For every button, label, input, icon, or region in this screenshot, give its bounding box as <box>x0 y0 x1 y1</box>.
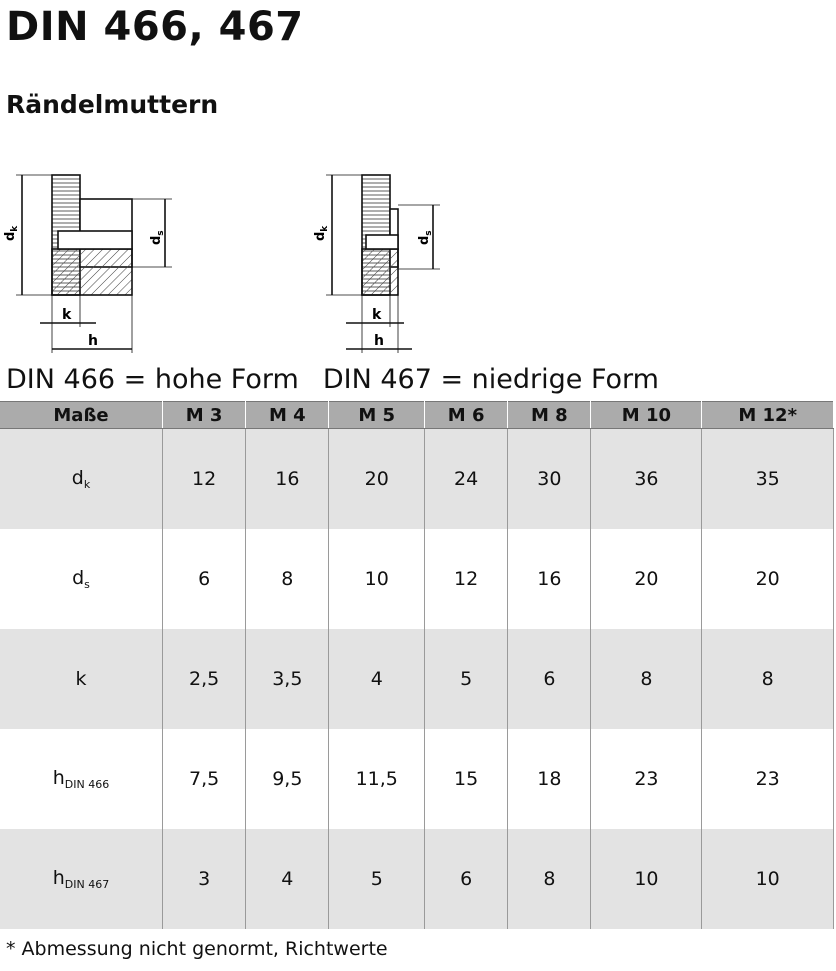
technical-drawing <box>0 165 836 360</box>
header-cell: M 6 <box>425 402 508 429</box>
row-label-symbol: d <box>72 567 85 589</box>
row-label <box>0 829 163 929</box>
din466-k-label: k <box>62 307 72 323</box>
value-cell: 10 <box>591 829 702 929</box>
value-cell: 8 <box>591 629 702 729</box>
din466-drawing <box>16 175 172 353</box>
header-cell: M 5 <box>329 402 425 429</box>
value-cell: 2,5 <box>163 629 246 729</box>
value-cell: 8 <box>508 829 591 929</box>
din467-drawing <box>326 175 440 353</box>
header-cell: M 10 <box>591 402 702 429</box>
page-title: DIN 466, 467 <box>6 4 304 50</box>
table-row <box>0 729 834 829</box>
value-cell: 15 <box>425 729 508 829</box>
value-cell: 20 <box>702 529 834 629</box>
value-cell: 30 <box>508 429 591 530</box>
din467-dk-label: $d_k$ <box>313 225 330 241</box>
row-label-subscript: DIN 466 <box>64 778 110 791</box>
form-caption <box>6 364 659 395</box>
value-cell: 18 <box>508 729 591 829</box>
value-cell: 6 <box>508 629 591 729</box>
value-cell: 6 <box>163 529 246 629</box>
value-cell: 35 <box>702 429 834 530</box>
value-cell: 6 <box>425 829 508 929</box>
value-cell: 9,5 <box>246 729 329 829</box>
table-body <box>0 429 834 930</box>
value-cell: 12 <box>425 529 508 629</box>
row-label <box>0 629 163 729</box>
din466-dk-label: $d_k$ <box>3 225 20 241</box>
caption-din466: DIN 466 = hohe Form <box>6 364 299 395</box>
value-cell: 5 <box>329 829 425 929</box>
value-cell: 20 <box>329 429 425 530</box>
row-label-symbol: h <box>52 767 65 789</box>
din467-ds-label: $d_s$ <box>417 230 434 245</box>
row-label-symbol: k <box>75 668 87 690</box>
caption-din467: DIN 467 = niedrige Form <box>322 364 659 395</box>
header-cell: Maße <box>0 402 163 429</box>
value-cell: 8 <box>702 629 834 729</box>
value-cell: 20 <box>591 529 702 629</box>
value-cell: 4 <box>329 629 425 729</box>
value-cell: 3,5 <box>246 629 329 729</box>
value-cell: 4 <box>246 829 329 929</box>
row-label <box>0 529 163 629</box>
row-label-subscript: k <box>83 478 91 491</box>
row-label-symbol: h <box>52 867 65 889</box>
row-label-subscript: DIN 467 <box>64 878 110 891</box>
value-cell: 8 <box>246 529 329 629</box>
footnote: * Abmessung nicht genormt, Richtwerte <box>6 938 388 960</box>
value-cell: 23 <box>591 729 702 829</box>
value-cell: 3 <box>163 829 246 929</box>
header-cell: M 3 <box>163 402 246 429</box>
din467-h-label: h <box>374 333 384 349</box>
page-subtitle: Rändelmuttern <box>6 90 219 119</box>
header-cell: M 8 <box>508 402 591 429</box>
value-cell: 36 <box>591 429 702 530</box>
value-cell: 10 <box>329 529 425 629</box>
din467-k-label: k <box>372 307 382 323</box>
din466-h-label: h <box>88 333 98 349</box>
header-cell: M 4 <box>246 402 329 429</box>
value-cell: 12 <box>163 429 246 530</box>
table-row <box>0 529 834 629</box>
value-cell: 24 <box>425 429 508 530</box>
row-label-subscript: s <box>84 578 90 591</box>
value-cell: 16 <box>246 429 329 530</box>
value-cell: 16 <box>508 529 591 629</box>
dimensions-table <box>0 401 834 929</box>
value-cell: 5 <box>425 629 508 729</box>
value-cell: 11,5 <box>329 729 425 829</box>
row-label <box>0 429 163 530</box>
table-row <box>0 829 834 929</box>
value-cell: 7,5 <box>163 729 246 829</box>
header-cell: M 12* <box>702 402 834 429</box>
table-row <box>0 429 834 530</box>
row-label <box>0 729 163 829</box>
table-header-row <box>0 402 834 429</box>
value-cell: 23 <box>702 729 834 829</box>
row-label-symbol: d <box>71 467 84 489</box>
value-cell: 10 <box>702 829 834 929</box>
din466-ds-label: $d_s$ <box>149 230 166 245</box>
table-row <box>0 629 834 729</box>
